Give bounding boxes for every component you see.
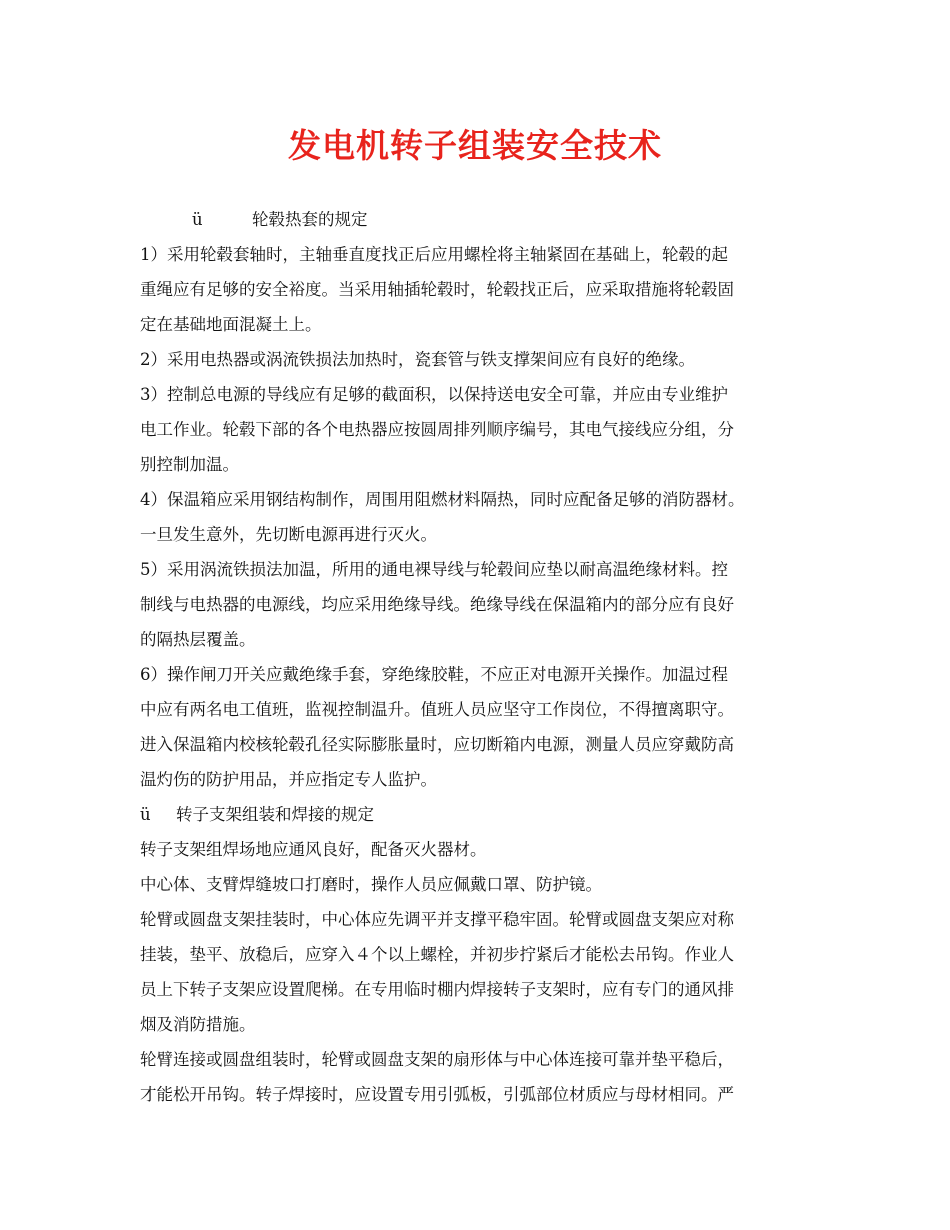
section-heading-text: 转子支架组装和焊接的规定 <box>176 805 374 824</box>
paragraph-line: 定在基础地面混凝土上。 <box>140 315 322 334</box>
paragraph-line: 才能松开吊钩。转子焊接时，应设置专用引弧板，引弧部位材质应与母材相同。严 <box>140 1085 734 1104</box>
checkmark-bullet-icon: ü <box>192 210 203 229</box>
paragraph-line: 中心体、支臂焊缝坡口打磨时，操作人员应佩戴口罩、防护镜。 <box>140 875 602 894</box>
paragraph-line: 6）操作闸刀开关应戴绝缘手套，穿绝缘胶鞋，不应正对电源开关操作。加温过程 <box>140 665 728 684</box>
paragraph-line: 一旦发生意外，先切断电源再进行灭火。 <box>140 525 437 544</box>
paragraph-line: 挂装，垫平、放稳后，应穿入４个以上螺栓，并初步拧紧后才能松去吊钩。作业人 <box>140 945 734 964</box>
paragraph-line: 转子支架组焊场地应通风良好，配备灭火器材。 <box>140 840 487 859</box>
checkmark-bullet-icon: ü <box>140 805 151 824</box>
paragraph-line: 重绳应有足够的安全裕度。当采用轴插轮毂时，轮毂找正后，应采取措施将轮毂固 <box>140 280 734 299</box>
document-title: 发电机转子组装安全技术 <box>288 126 662 165</box>
paragraph-line: 温灼伤的防护用品，并应指定专人监护。 <box>140 770 437 789</box>
section-heading <box>140 202 830 237</box>
paragraph-line: 3）控制总电源的导线应有足够的截面积，以保持送电安全可靠，并应由专业维护 <box>140 385 728 404</box>
paragraph-line: 2）采用电热器或涡流铁损法加热时，瓷套管与铁支撑架间应有良好的绝缘。 <box>140 350 695 369</box>
paragraph-line: 5）采用涡流铁损法加温，所用的通电裸导线与轮毂间应垫以耐高温绝缘材料。控 <box>140 560 728 579</box>
paragraph-line: 电工作业。轮毂下部的各个电热器应按圆周排列顺序编号，其电气接线应分组，分 <box>140 420 734 439</box>
paragraph-line: 中应有两名电工值班，监视控制温升。值班人员应坚守工作岗位，不得擅离职守。 <box>140 700 734 719</box>
paragraph-line: 员上下转子支架应设置爬梯。在专用临时棚内焊接转子支架时，应有专门的通风排 <box>140 980 734 999</box>
paragraph-line: 烟及消防措施。 <box>140 1015 256 1034</box>
paragraph-line: 1）采用轮毂套轴时，主轴垂直度找正后应用螺栓将主轴紧固在基础上，轮毂的起 <box>140 245 728 264</box>
paragraph-line: 进入保温箱内校核轮毂孔径实际膨胀量时，应切断箱内电源，测量人员应穿戴防高 <box>140 735 734 754</box>
paragraph-line: 4）保温箱应采用钢结构制作，周围用阻燃材料隔热，同时应配备足够的消防器材。 <box>140 490 745 509</box>
paragraph-line: 别控制加温。 <box>140 455 239 474</box>
paragraph-line: 的隔热层覆盖。 <box>140 630 256 649</box>
document-body <box>140 202 830 1112</box>
section-heading-text: 轮毂热套的规定 <box>252 210 368 229</box>
section-heading <box>140 797 830 832</box>
paragraph-line: 轮臂或圆盘支架挂装时，中心体应先调平并支撑平稳牢固。轮臂或圆盘支架应对称 <box>140 910 734 929</box>
paragraph-line: 轮臂连接或圆盘组装时，轮臂或圆盘支架的扇形体与中心体连接可靠并垫平稳后， <box>140 1050 734 1069</box>
paragraph-line: 制线与电热器的电源线，均应采用绝缘导线。绝缘导线在保温箱内的部分应有良好 <box>140 595 734 614</box>
